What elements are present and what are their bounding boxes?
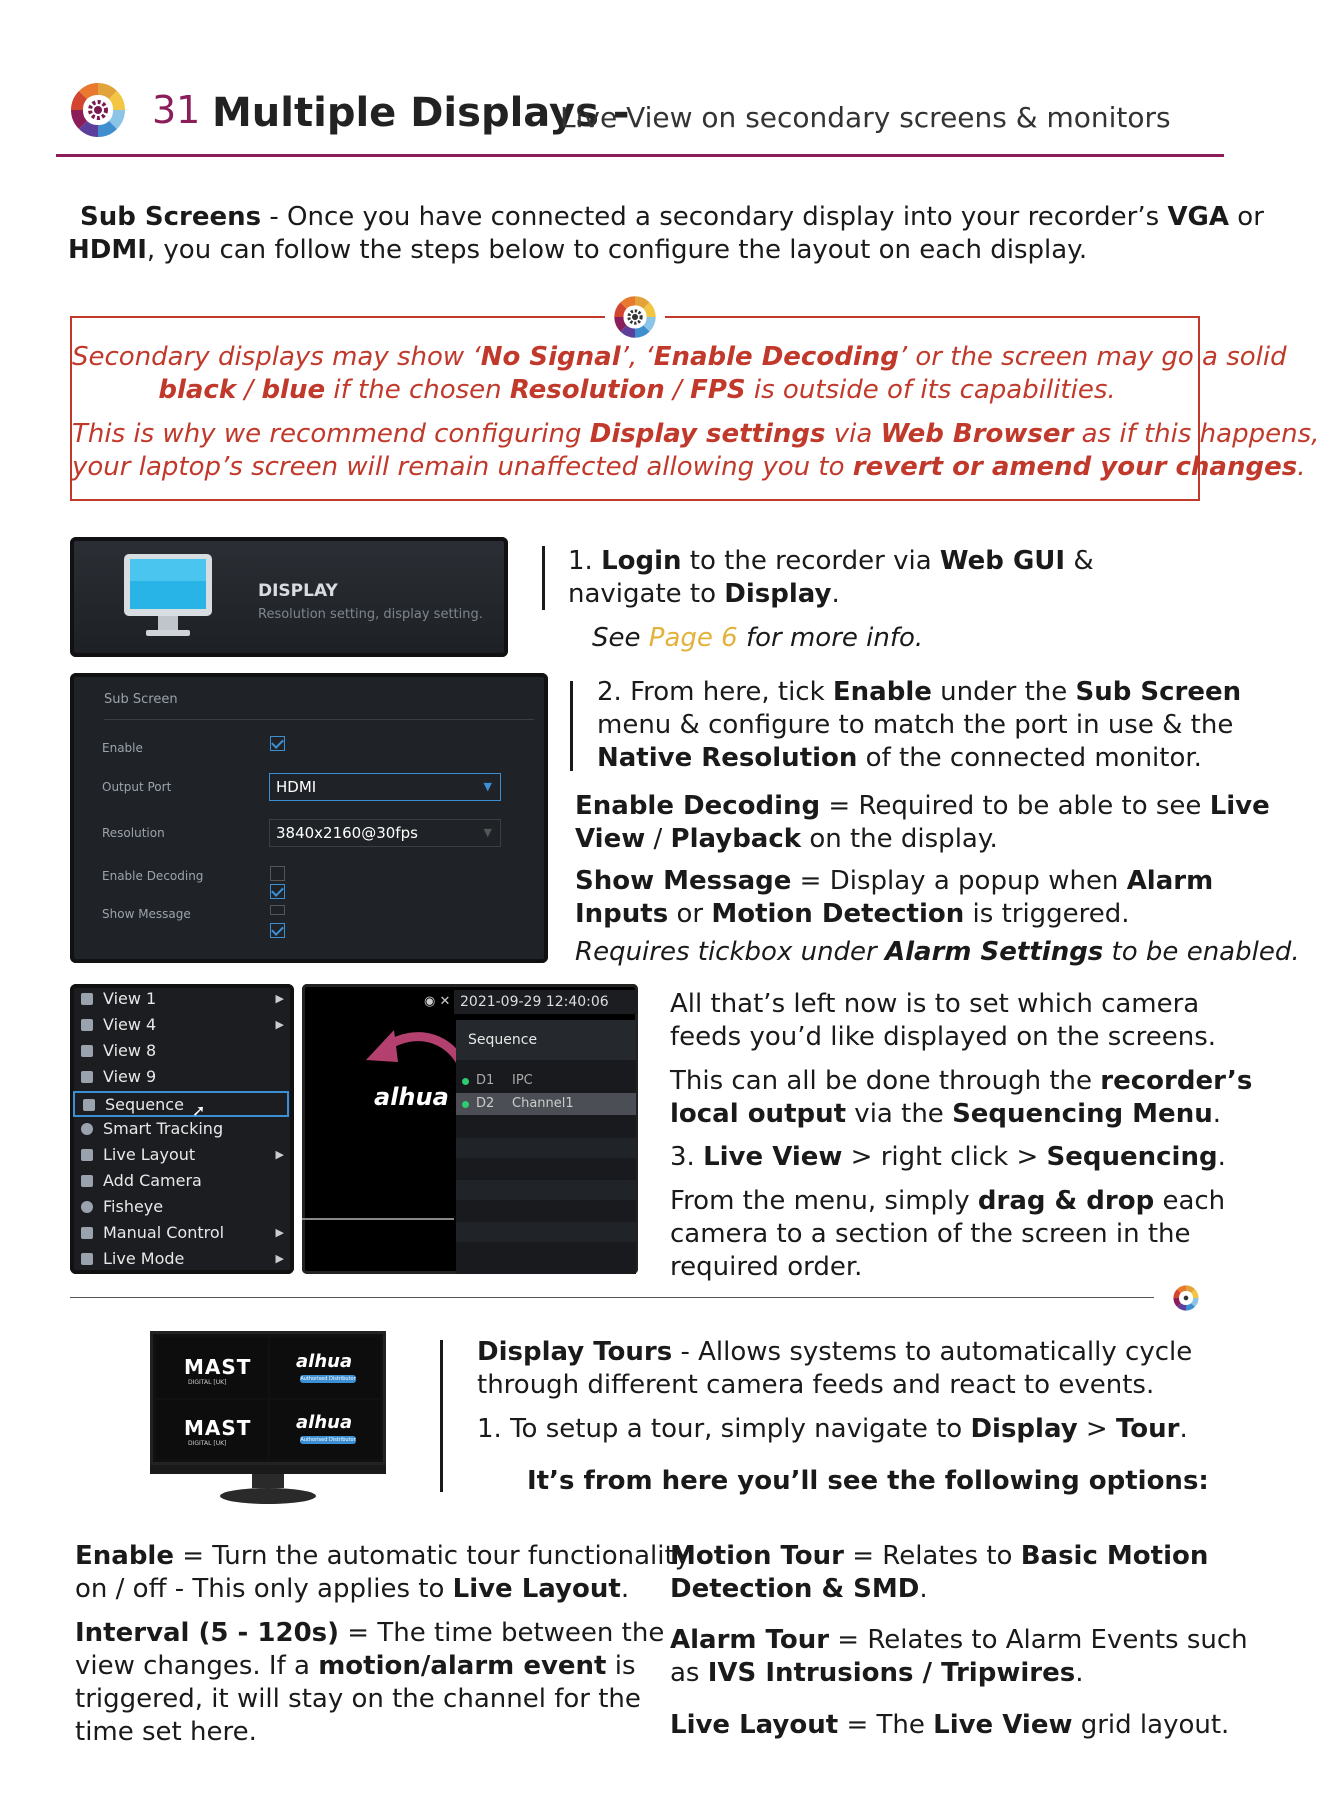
sequence-icon bbox=[83, 1099, 95, 1111]
seq-text-1: All that’s left now is to set which camera bbox=[670, 989, 1200, 1019]
header-divider bbox=[56, 154, 1224, 157]
section-number: 31 bbox=[152, 88, 201, 132]
sequence-panel bbox=[456, 1020, 636, 1274]
monitor-tile-3: MAST DIGITAL [UK] bbox=[156, 1400, 268, 1459]
manual-control-icon bbox=[81, 1227, 93, 1239]
step-divider bbox=[440, 1340, 443, 1492]
live-view-screen bbox=[302, 984, 638, 1274]
show-message-label: Show Message bbox=[102, 907, 191, 921]
cursor-icon: ➚ bbox=[192, 1101, 206, 1120]
menu-item-view-1[interactable]: View 1 ▶ bbox=[70, 987, 292, 1011]
seq-text-2: feeds you’d like displayed on the screens. bbox=[670, 1022, 1217, 1052]
monitor-icon bbox=[122, 552, 214, 640]
display-tile-description: Resolution setting, display setting. bbox=[258, 607, 483, 622]
monitor-image bbox=[150, 1331, 386, 1465]
resolution-select[interactable]: 3840x2160@30fps ▼ bbox=[269, 819, 501, 847]
monitor-tile-1: MAST DIGITAL [UK] bbox=[156, 1337, 268, 1398]
enable-label: Enable bbox=[102, 741, 143, 755]
grid-4-icon bbox=[81, 1019, 93, 1031]
online-status-icon bbox=[462, 1101, 469, 1108]
menu-item-add-camera[interactable]: Add Camera bbox=[70, 1169, 292, 1193]
show-message-note: Requires tickbox under Alarm Settings to be enabled. bbox=[575, 937, 1300, 967]
warning-line-3: This is why we recommend configuring Display settings via Web Browser as if this happens, bbox=[72, 419, 1319, 449]
chevron-right-icon: ▶ bbox=[275, 1226, 284, 1239]
see-page-note: See Page 6 for more info. bbox=[592, 623, 924, 653]
enable-decoding-desc-2: View / Playback on the display. bbox=[575, 824, 998, 854]
chevron-down-icon: ▼ bbox=[483, 780, 492, 793]
chevron-down-icon: ▼ bbox=[483, 826, 492, 839]
section-divider bbox=[70, 1297, 1154, 1298]
output-port-select[interactable]: HDMI ▼ bbox=[269, 773, 501, 801]
option-enable-2: on / off - This only applies to Live Layout. bbox=[75, 1574, 630, 1604]
layout-icon bbox=[81, 1149, 93, 1161]
warning-line-1: Secondary displays may show ‘No Signal’, ‘Enable Decoding’ or the screen may go a solid bbox=[72, 342, 1287, 372]
seq-text-3: This can all be done through the recorder’s bbox=[670, 1066, 1253, 1096]
page-subtitle: Live View on secondary screens & monitors bbox=[560, 101, 1171, 134]
monitor-tile-2: alhua Authorised Distributor bbox=[270, 1337, 381, 1398]
monitor-stand bbox=[220, 1488, 316, 1504]
warning-line-2: black / blue if the chosen Resolution / FPS is outside of its capabilities. bbox=[158, 375, 1116, 405]
seq-drag-text-1: From the menu, simply drag & drop each bbox=[670, 1186, 1226, 1216]
seq-drag-text-2: camera to a section of the screen in the bbox=[670, 1219, 1191, 1249]
warning-box bbox=[70, 316, 1319, 501]
enable-decoding-label: Enable Decoding bbox=[102, 869, 204, 883]
online-status-icon bbox=[462, 1078, 469, 1085]
menu-item-sequence[interactable]: Sequence ➚ bbox=[73, 1091, 289, 1117]
tracking-icon bbox=[81, 1123, 93, 1135]
enable-decoding-checkbox[interactable] bbox=[270, 884, 285, 899]
live-mode-icon bbox=[81, 1253, 93, 1265]
menu-item-live-mode[interactable]: Live Mode ▶ bbox=[70, 1247, 292, 1271]
tours-line-2: through different camera feeds and react to events. bbox=[477, 1370, 1155, 1400]
monitor-tile-4: alhua Authorised Distributor bbox=[270, 1400, 381, 1459]
add-camera-icon bbox=[81, 1175, 93, 1187]
show-message-checkbox[interactable] bbox=[270, 923, 285, 938]
brand-gear-icon bbox=[612, 294, 658, 340]
tours-line-1: Display Tours - Allows systems to automatically cycle bbox=[477, 1337, 1193, 1367]
sub-screen-panel bbox=[70, 673, 548, 963]
menu-item-fisheye[interactable]: Fisheye bbox=[70, 1195, 292, 1219]
warning-line-4: your laptop’s screen will remain unaffected allowing you to revert or amend your changes. bbox=[72, 452, 1306, 482]
step-2-line-1: 2. From here, tick Enable under the Sub Screen bbox=[597, 677, 1242, 707]
seq-drag-text-3: required order. bbox=[670, 1252, 863, 1282]
step-3-text: 3. Live View > right click > Sequencing. bbox=[670, 1142, 1226, 1172]
option-interval-2: view changes. If a motion/alarm event is bbox=[75, 1651, 636, 1681]
live-view-context-menu bbox=[70, 984, 294, 1274]
page-title: Multiple Displays - bbox=[212, 90, 630, 136]
step-2-line-3: Native Resolution of the connected monitor. bbox=[597, 743, 1202, 773]
option-motion-tour-1: Motion Tour = Relates to Basic Motion bbox=[670, 1541, 1209, 1571]
option-live-layout: Live Layout = The Live View grid layout. bbox=[670, 1710, 1230, 1740]
menu-item-view-9[interactable]: View 9 bbox=[70, 1065, 292, 1089]
step-1-line-1: 1. Login to the recorder via Web GUI & bbox=[568, 546, 1094, 576]
record-status-icon: ◉ ✕ bbox=[424, 994, 451, 1009]
chevron-right-icon: ▶ bbox=[275, 1148, 284, 1161]
intro-line-2: HDMI, you can follow the steps below to configure the layout on each display. bbox=[68, 235, 1088, 265]
fisheye-icon bbox=[81, 1201, 93, 1213]
menu-item-live-layout[interactable]: Live Layout ▶ bbox=[70, 1143, 292, 1167]
tours-step-1: 1. To setup a tour, simply navigate to Display > Tour. bbox=[477, 1414, 1188, 1444]
menu-item-view-8[interactable]: View 8 bbox=[70, 1039, 292, 1063]
enable-checkbox[interactable] bbox=[270, 736, 285, 751]
single-view-icon bbox=[81, 993, 93, 1005]
sequence-row-d2[interactable]: D2 Channel1 bbox=[456, 1093, 636, 1115]
sequence-row-d1[interactable]: D1 IPC bbox=[456, 1070, 636, 1092]
option-interval-1: Interval (5 - 120s) = The time between the bbox=[75, 1618, 665, 1648]
sequence-panel-title: Sequence bbox=[456, 1020, 636, 1060]
brand-gear-icon bbox=[68, 80, 128, 140]
tours-options-heading: It’s from here you’ll see the following options: bbox=[527, 1466, 1209, 1496]
brand-gear-icon bbox=[1172, 1284, 1200, 1312]
option-interval-3: triggered, it will stay on the channel for the bbox=[75, 1684, 641, 1714]
chevron-right-icon: ▶ bbox=[275, 1252, 284, 1265]
option-enable-1: Enable = Turn the automatic tour functionality bbox=[75, 1541, 691, 1571]
menu-item-view-4[interactable]: View 4 ▶ bbox=[70, 1013, 292, 1037]
chevron-right-icon: ▶ bbox=[275, 1018, 284, 1031]
seq-text-4: local output via the Sequencing Menu. bbox=[670, 1099, 1221, 1129]
show-message-desc-1: Show Message = Display a popup when Alarm bbox=[575, 866, 1214, 896]
display-settings-tile[interactable] bbox=[70, 537, 508, 657]
option-motion-tour-2: Detection & SMD. bbox=[670, 1574, 928, 1604]
enable-decoding-desc-1: Enable Decoding = Required to be able to see Live bbox=[575, 791, 1270, 821]
step-1-line-2: navigate to Display. bbox=[568, 579, 840, 609]
chevron-right-icon: ▶ bbox=[275, 992, 284, 1005]
display-tile-title: DISPLAY bbox=[258, 581, 338, 601]
menu-item-manual-control[interactable]: Manual Control ▶ bbox=[70, 1221, 292, 1245]
step-divider bbox=[542, 546, 545, 610]
dahua-logo: alhua bbox=[374, 1083, 449, 1111]
step-divider bbox=[570, 681, 573, 771]
sub-screen-heading: Sub Screen bbox=[104, 692, 178, 707]
output-port-label: Output Port bbox=[102, 780, 172, 794]
menu-item-smart-tracking[interactable]: Smart Tracking bbox=[70, 1117, 292, 1141]
show-message-desc-2: Inputs or Motion Detection is triggered. bbox=[575, 899, 1130, 929]
intro-line-1: Sub Screens - Once you have connected a secondary display into your recorder’s VGA or bbox=[80, 202, 1264, 232]
resolution-label: Resolution bbox=[102, 826, 165, 840]
step-2-line-2: menu & configure to match the port in use & the bbox=[597, 710, 1234, 740]
option-alarm-tour-2: as IVS Intrusions / Tripwires. bbox=[670, 1658, 1084, 1688]
timestamp: 2021-09-29 12:40:06 bbox=[454, 990, 638, 1014]
grid-9-icon bbox=[81, 1071, 93, 1083]
grid-8-icon bbox=[81, 1045, 93, 1057]
page-6-link[interactable]: Page 6 bbox=[648, 623, 738, 653]
option-interval-4: time set here. bbox=[75, 1717, 257, 1747]
option-alarm-tour-1: Alarm Tour = Relates to Alarm Events such bbox=[670, 1625, 1248, 1655]
